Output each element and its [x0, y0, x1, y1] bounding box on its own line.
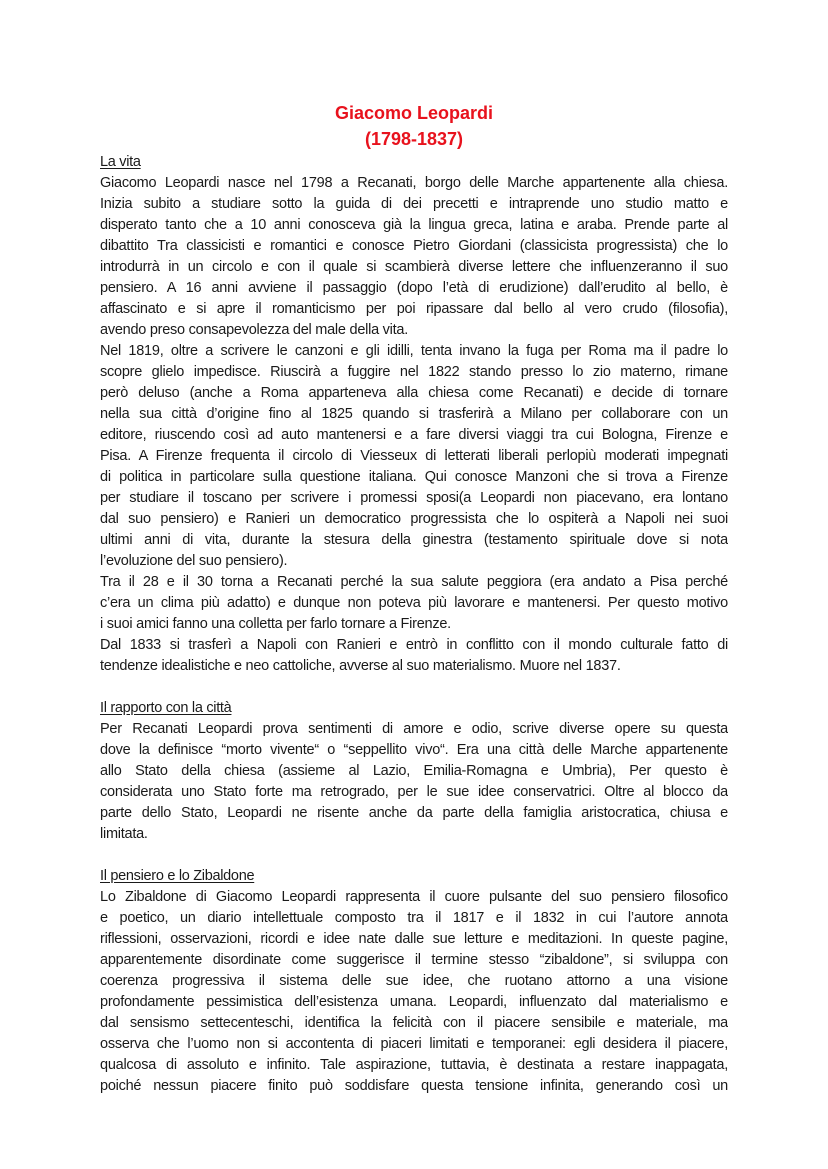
text-line: pensiero. A 16 anni avviene il passaggio (dopo l’età di erudizione) dall’erudito al bello, è: [100, 280, 728, 296]
section-body: [100, 887, 728, 1097]
text-line: Giacomo Leopardi nasce nel 1798 a Recanati, borgo delle Marche appartenente alla chiesa.: [100, 175, 728, 191]
section-pensiero-zibaldone: [100, 866, 728, 1097]
text-line: di politica in particolare sulla questione italiana. Qui conosce Manzoni che si trova a Firenze: [100, 469, 728, 485]
text-line: parte dello Stato, Leopardi ne risente anche da parte della famiglia aristocratica, chiusa e: [100, 805, 728, 821]
section-heading: Il rapporto con la città: [100, 700, 232, 716]
text-line: i suoi amici fanno una colletta per farlo tornare a Firenze.: [100, 616, 451, 632]
text-line: dal suo pensiero) e Ranieri un democratico progressista che lo ospiterà a Napoli nei suoi: [100, 511, 728, 527]
text-line: profondamente pessimistica dell’esistenza umana. Leopardi, influenzato dal materialismo e: [100, 994, 728, 1010]
text-line: dal sensismo settecenteschi, identifica la felicità con il piacere sensibile e materiale, ma: [100, 1015, 728, 1031]
text-line: poiché nessun piacere finito può soddisfare questa tensione infinita, generando così un: [100, 1078, 728, 1094]
title-name: Giacomo Leopardi: [334, 103, 494, 123]
text-line: dove la definisce “morto vivente“ o “seppellito vivo“. Era una città delle Marche appartenente: [100, 742, 728, 758]
text-line: apparentemente disordinate come suggerisce il termine stesso “zibaldone”, si sviluppa con: [100, 952, 728, 968]
text-line: dibattito Tra classicisti e romantici e conosce Pietro Giordani (classicista progressista) che lo: [100, 238, 728, 254]
title-dates: (1798-1837): [364, 129, 464, 149]
text-line: ultimi anni di vita, durante la stesura della ginestra (testamento spirituale dove si nota: [100, 532, 728, 548]
text-line: per studiare il toscano per scrivere i promessi sposi(a Leopardi non piacevano, era lontano: [100, 490, 728, 506]
text-line: Tra il 28 e il 30 torna a Recanati perché la sua salute peggiora (era andato a Pisa perché: [100, 574, 728, 590]
text-line: scopre glielo impedisce. Riuscirà a fuggire nel 1822 stando presso lo zio materno, rimane: [100, 364, 728, 380]
text-line: coerenza progressiva il sistema delle sue idee, che ruotano attorno a una visione: [100, 973, 728, 989]
text-line: c’era un clima più adatto) e dunque non poteva più lavorare e mantenersi. Per questo motivo: [100, 595, 728, 611]
section-la-vita: [100, 152, 728, 677]
section-rapporto-citta: [100, 698, 728, 845]
text-line: considerata uno Stato forte ma retrogrado, per le sue idee conservatrici. Oltre al blocco da: [100, 784, 728, 800]
text-line: limitata.: [100, 826, 148, 842]
text-line: osserva che l’uomo non si accontenta di piaceri limitati e temporanei: egli desidera il piacere,: [100, 1036, 728, 1052]
text-line: qualcosa di assoluto e infinito. Tale aspirazione, tuttavia, è destinata a restare inappagata,: [100, 1057, 728, 1073]
text-line: però deluso (anche a Roma apparteneva alla chiesa come Recanati) e decide di tornare: [100, 385, 728, 401]
text-line: Pisa. A Firenze frequenta il circolo di Viesseux di letterati liberali perlopiù moderati impegnati: [100, 448, 728, 464]
text-line: nella sua città d’origine fino al 1825 quando si trasferirà a Milano per collaborare con un: [100, 406, 728, 422]
text-line: Nel 1819, oltre a scrivere le canzoni e gli idilli, tenta invano la fuga per Roma ma il padre lo: [100, 343, 728, 359]
section-heading: La vita: [100, 154, 141, 170]
document-title: [100, 100, 728, 152]
section-body: [100, 173, 728, 677]
text-line: Per Recanati Leopardi prova sentimenti di amore e odio, scrive diverse opere su questa: [100, 721, 728, 737]
text-line: avendo preso consapevolezza del male della vita.: [100, 322, 409, 338]
text-line: l’evoluzione del suo pensiero).: [100, 553, 288, 569]
section-heading: Il pensiero e lo Zibaldone: [100, 868, 255, 884]
text-line: tendenze idealistiche e neo cattoliche, avverse al suo materialismo. Muore nel 1837.: [100, 658, 621, 674]
text-line: affascinato e si apre il romanticismo per poi ripassare dal bello al vero crudo (filosofia),: [100, 301, 728, 317]
text-line: Dal 1833 si trasferì a Napoli con Ranieri e entrò in conflitto con il mondo culturale fatto di: [100, 637, 728, 653]
text-line: introdurrà in un circolo e con il quale si scambierà diverse lettere che influenzeranno il suo: [100, 259, 728, 275]
section-body: [100, 719, 728, 845]
text-line: disperato tanto che a 10 anni conosceva già la lingua greca, latina e araba. Prende parte al: [100, 217, 728, 233]
text-line: Lo Zibaldone di Giacomo Leopardi rappresenta il cuore pulsante del suo pensiero filosofico: [100, 889, 728, 905]
text-line: riflessioni, osservazioni, ricordi e idee nate dalle sue letture e meditazioni. In queste pagine,: [100, 931, 728, 947]
text-line: allo Stato della chiesa (assieme al Lazio, Emilia-Romagna e Umbria), Per questo è: [100, 763, 728, 779]
text-line: editore, riuscendo così ad auto mantenersi e a fare diversi viaggi tra cui Bologna, Firenze e: [100, 427, 728, 443]
text-line: e poetico, un diario intellettuale composto tra il 1817 e il 1832 in cui l’autore annota: [100, 910, 728, 926]
text-line: Inizia subito a studiare sotto la guida di dei precetti e intraprende uno studio matto e: [100, 196, 728, 212]
document-page: [100, 100, 728, 1097]
